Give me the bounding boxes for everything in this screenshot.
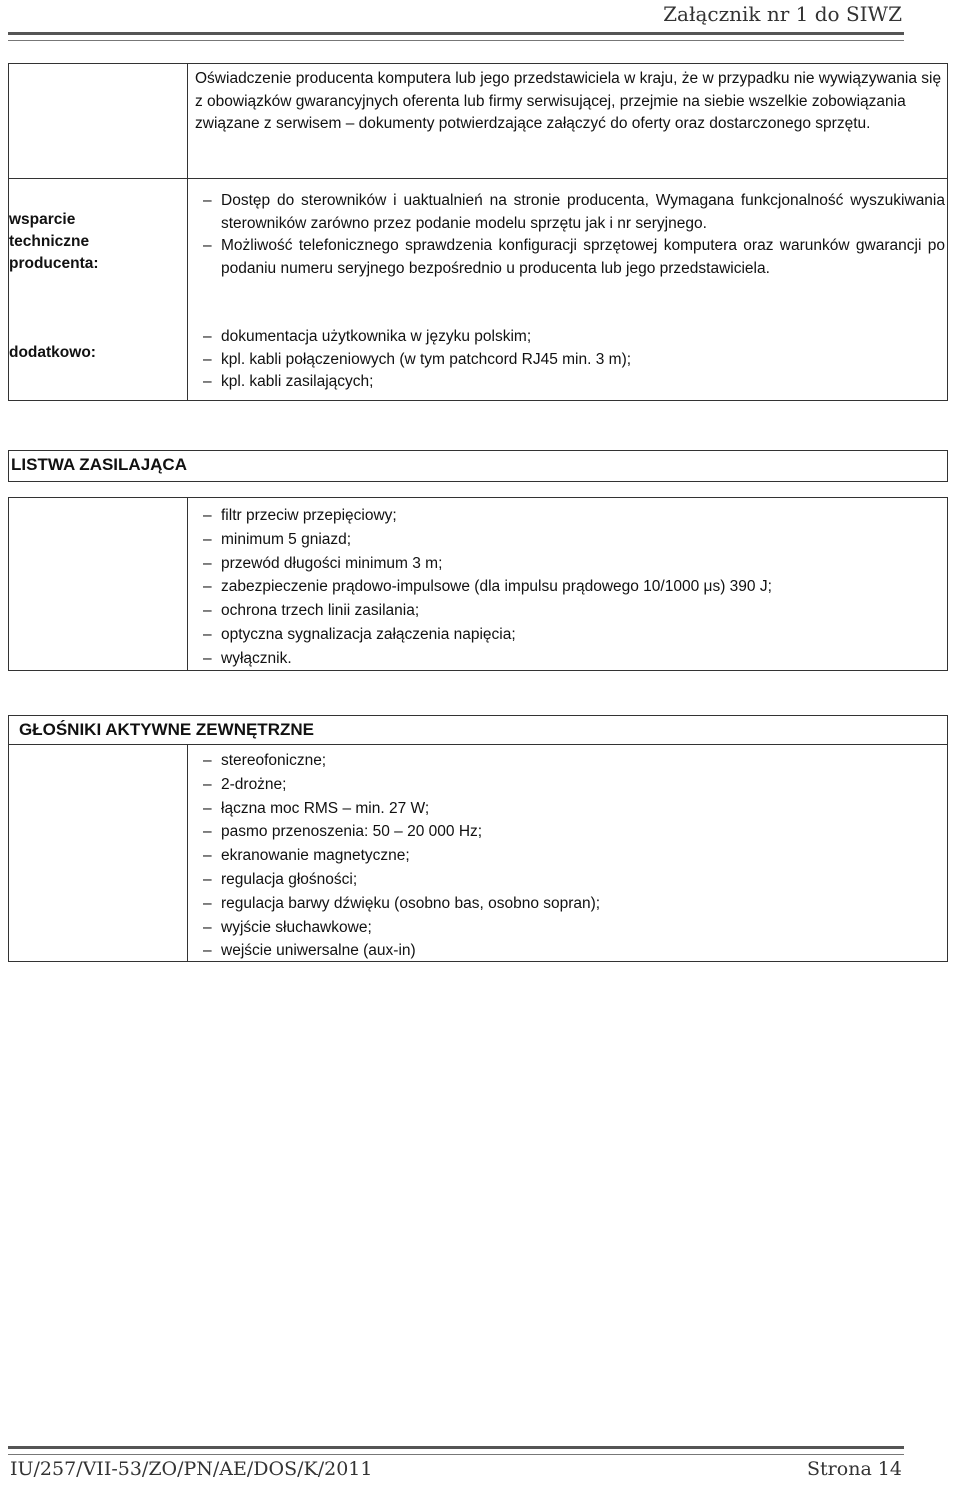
list-item: – stereofoniczne; xyxy=(203,749,943,773)
speakers-table xyxy=(8,744,948,962)
power-strip-list xyxy=(203,504,943,671)
support-table xyxy=(8,63,948,401)
list-item: – wyłącznik. xyxy=(203,647,943,671)
footer-rule xyxy=(8,1446,904,1455)
list-item: – Możliwość telefonicznego sprawdzenia konfiguracji sprzętowej komputera oraz warunków gwarancji po podaniu numeru seryjnego bezpośrednio u producenta lub jego przedstawiciela. xyxy=(203,235,945,280)
list-item: – ekranowanie magnetyczne; xyxy=(203,844,943,868)
list-item: – pasmo przenoszenia: 50 – 20 000 Hz; xyxy=(203,820,943,844)
support-list xyxy=(203,190,945,280)
list-item: – ochrona trzech linii zasilania; xyxy=(203,599,943,623)
list-item: – łączna moc RMS – min. 27 W; xyxy=(203,797,943,821)
list-item: – dokumentacja użytkownika w języku polskim; xyxy=(203,326,945,349)
speakers-list xyxy=(203,749,943,963)
list-item: – zabezpieczenie prądowo-impulsowe (dla impulsu prądowego 10/1000 μs) 390 J; xyxy=(203,575,943,599)
power-strip-table xyxy=(8,497,948,671)
header-rule xyxy=(8,32,904,41)
list-item: – minimum 5 gniazd; xyxy=(203,528,943,552)
table-column-divider xyxy=(187,498,188,670)
list-item: – optyczna sygnalizacja załączenia napięcia; xyxy=(203,623,943,647)
support-label-line-2: techniczne xyxy=(9,233,90,250)
list-item: – wejście uniwersalne (aux-in) xyxy=(203,939,943,963)
table-column-divider xyxy=(187,745,188,961)
speakers-heading: GŁOŚNIKI AKTYWNE ZEWNĘTRZNE xyxy=(8,715,948,745)
page-number: Strona 14 xyxy=(807,1458,902,1480)
list-item: – przewód długości minimum 3 m; xyxy=(203,552,943,576)
extra-list xyxy=(203,326,945,394)
document-header-title: Załącznik nr 1 do SIWZ xyxy=(663,2,902,26)
document-reference-code: IU/257/VII-53/ZO/PN/AE/DOS/K/2011 xyxy=(10,1458,373,1480)
extra-label: dodatkowo: xyxy=(9,344,96,361)
table-row-divider xyxy=(9,178,947,179)
list-item: – Dostęp do sterowników i uaktualnień na stronie producenta, Wymagana funkcjonalność wyszukiwania sterowników zarówno przez podanie modelu sprzętu jak i nr seryjnego. xyxy=(203,190,945,235)
support-label-line-1: wsparcie xyxy=(9,211,76,228)
list-item: – regulacja barwy dźwięku (osobno bas, osobno sopran); xyxy=(203,892,943,916)
list-item: – kpl. kabli zasilających; xyxy=(203,371,945,394)
list-item: – 2-drożne; xyxy=(203,773,943,797)
support-label-line-3: producenta: xyxy=(9,255,99,272)
power-strip-heading: LISTWA ZASILAJĄCA xyxy=(8,450,948,482)
list-item: – wyjście słuchawkowe; xyxy=(203,916,943,940)
table-column-divider xyxy=(187,64,188,400)
manufacturer-statement: Oświadczenie producenta komputera lub jego przedstawiciela w kraju, że w przypadku nie wywiązywania się z obowiązków gwarancyjnych oferenta lub firmy serwisującej, przejmie na siebie wszelkie zobowiązania związane z serwisem – dokumenty potwierdzające załączyć do oferty oraz dostarczonego sprzętu. xyxy=(195,70,942,132)
support-label xyxy=(9,209,185,275)
list-item: – kpl. kabli połączeniowych (w tym patchcord RJ45 min. 3 m); xyxy=(203,349,945,372)
list-item: – filtr przeciw przepięciowy; xyxy=(203,504,943,528)
list-item: – regulacja głośności; xyxy=(203,868,943,892)
